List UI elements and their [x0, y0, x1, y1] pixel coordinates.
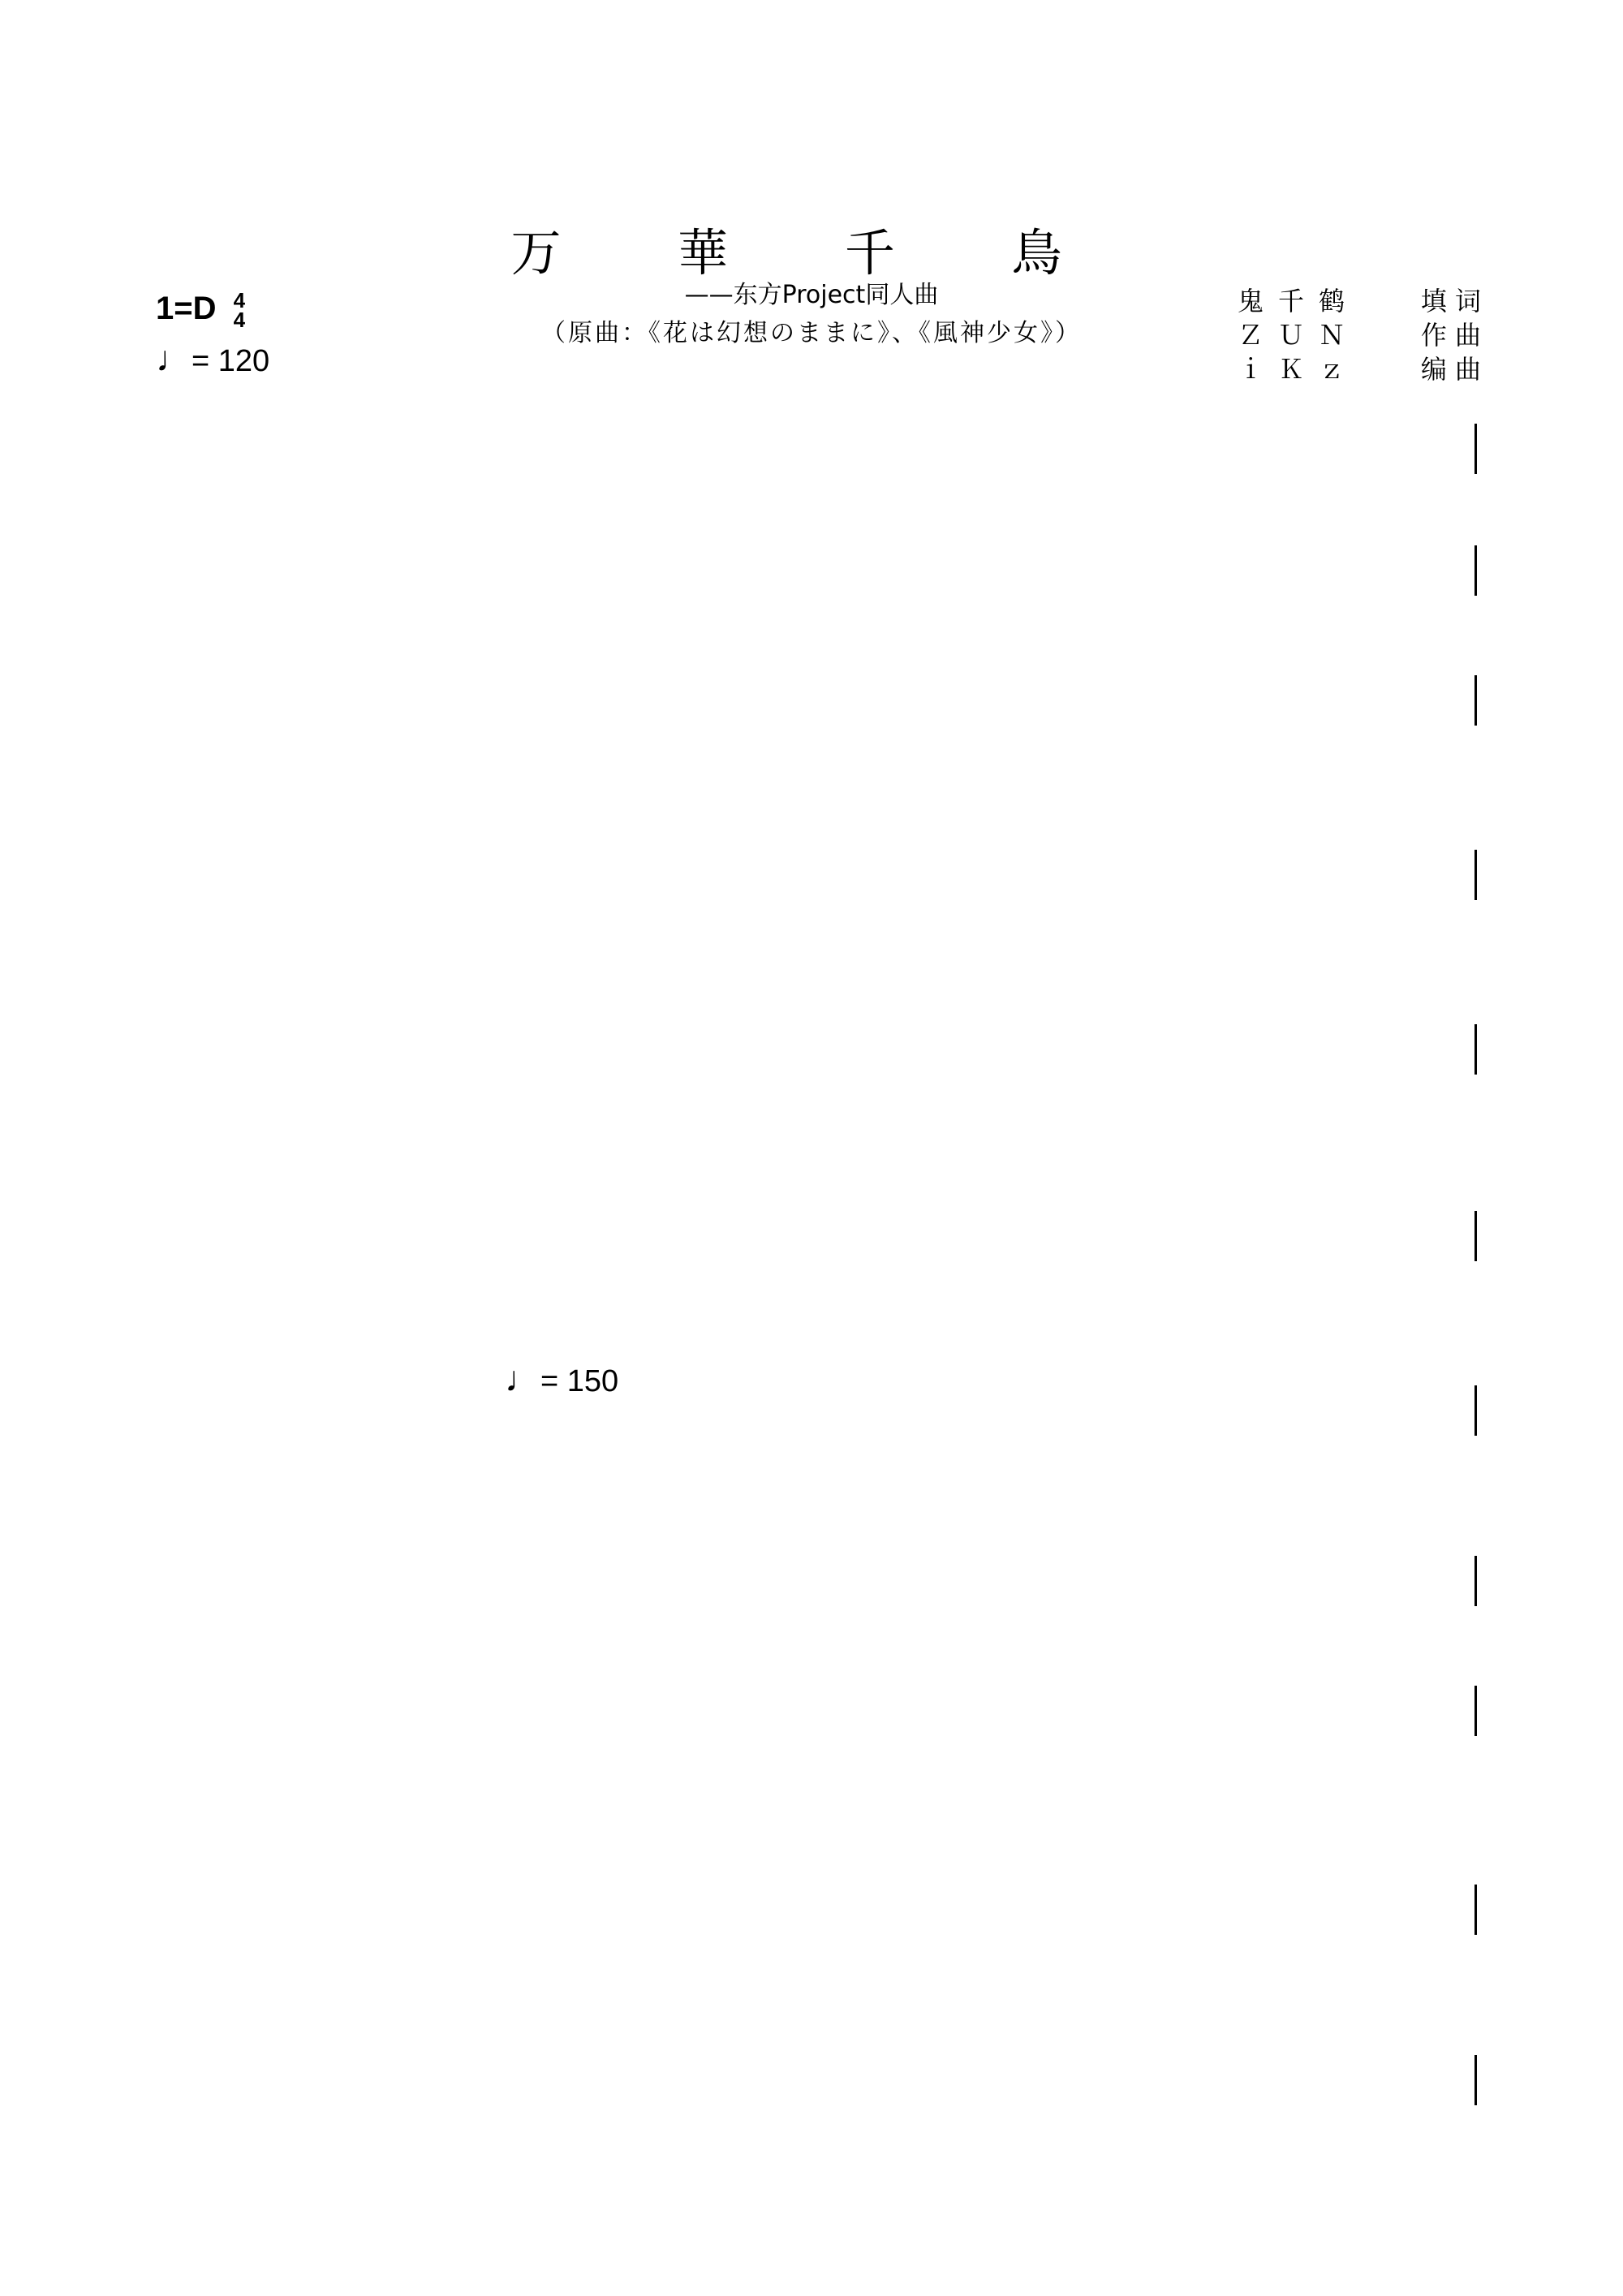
key-label: 1=D [156, 291, 217, 326]
song-title: 万 華 千 鳥 [510, 223, 1113, 282]
barline [1474, 675, 1477, 726]
credit-composer: ＺＵＮ 作 曲 [1238, 320, 1481, 351]
barline [1474, 850, 1477, 900]
song-subtitle: ——东方Project同人曲 [684, 281, 939, 309]
tempo-change-value: = 150 [540, 1364, 619, 1398]
credits [1238, 284, 1481, 386]
barline [1474, 1885, 1477, 1935]
credit-lyrics: 鬼千鹤 填 词 [1238, 286, 1481, 317]
tempo-marking [156, 339, 269, 380]
barline [1474, 1556, 1477, 1606]
barline [1474, 1686, 1477, 1736]
time-top: 4 [233, 288, 246, 313]
barline [1474, 1385, 1477, 1436]
barline [1474, 424, 1477, 474]
barline [1474, 1024, 1477, 1075]
key-signature [156, 288, 246, 333]
tempo-change-marking [505, 1359, 618, 1400]
time-bottom: 4 [233, 308, 246, 333]
tempo-value: = 120 [192, 344, 270, 378]
barline [1474, 545, 1477, 596]
quarter-note-icon: ♩ [156, 339, 192, 379]
original-song-note: （原曲：《花は幻想のままに》、《風神少女》） [541, 319, 1082, 347]
barline [1474, 2055, 1477, 2105]
credit-arranger: ｉＫｚ 编 曲 [1238, 354, 1481, 385]
barline [1474, 1211, 1477, 1261]
time-signature [233, 288, 246, 333]
quarter-note-icon: ♩ [505, 1359, 540, 1399]
